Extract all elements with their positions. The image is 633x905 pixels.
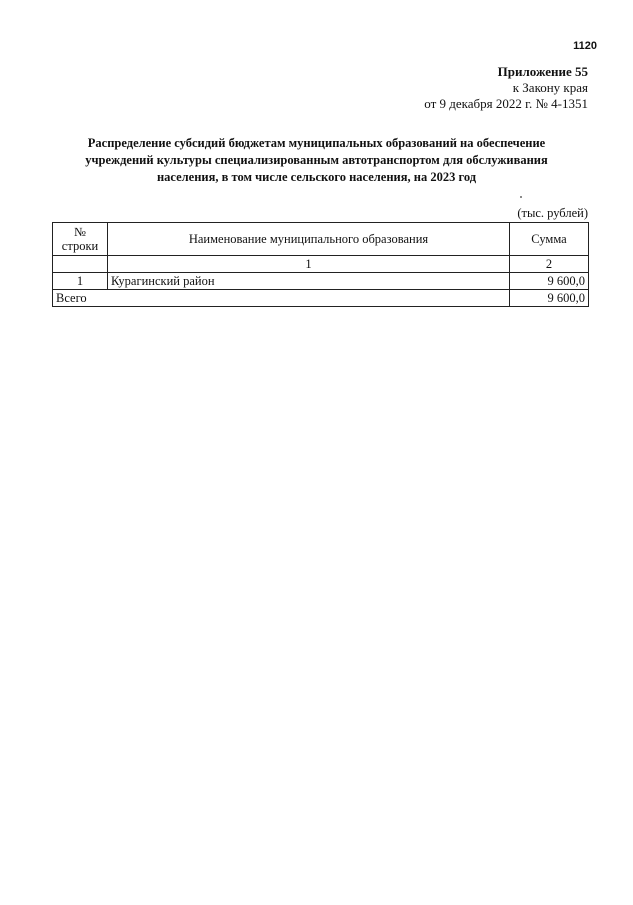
document-title <box>60 135 573 186</box>
header-sum: Сумма <box>510 223 589 256</box>
document-title-line-3: населения, в том числе сельского населения, на 2023 год <box>156 170 477 184</box>
column-number-row <box>53 256 589 273</box>
table-header-row <box>53 223 589 256</box>
header-name: Наименование муниципального образования <box>108 223 510 256</box>
header-row-number-label: строки <box>61 239 99 253</box>
row-name: Курагинский район <box>108 273 510 290</box>
appendix-title: Приложение 55 <box>497 64 588 79</box>
appendix-law-reference: к Закону края <box>512 80 588 95</box>
row-sum: 9 600,0 <box>510 273 589 290</box>
page-number: 1120 <box>573 40 597 52</box>
appendix-law-date: от 9 декабря 2022 г. № 4-1351 <box>424 96 588 111</box>
table-row <box>53 273 589 290</box>
header-row-number <box>53 223 108 256</box>
column-number-name: 1 <box>108 256 510 273</box>
document-title-line-1: Распределение субсидий бюджетам муниципальных образований на обеспечение <box>87 136 546 150</box>
stray-dot <box>520 196 522 198</box>
column-number-sum: 2 <box>510 256 589 273</box>
subsidy-table <box>52 222 589 307</box>
total-sum: 9 600,0 <box>510 290 589 307</box>
column-number-empty <box>53 256 108 273</box>
document-title-line-2: учреждений культуры специализированным автотранспортом для обслуживания <box>85 153 548 167</box>
appendix-header <box>424 64 588 112</box>
total-label: Всего <box>53 290 510 307</box>
units-label: (тыс. рублей) <box>517 206 588 220</box>
header-row-number-symbol: № <box>74 225 86 239</box>
total-row <box>53 290 589 307</box>
row-number: 1 <box>53 273 108 290</box>
